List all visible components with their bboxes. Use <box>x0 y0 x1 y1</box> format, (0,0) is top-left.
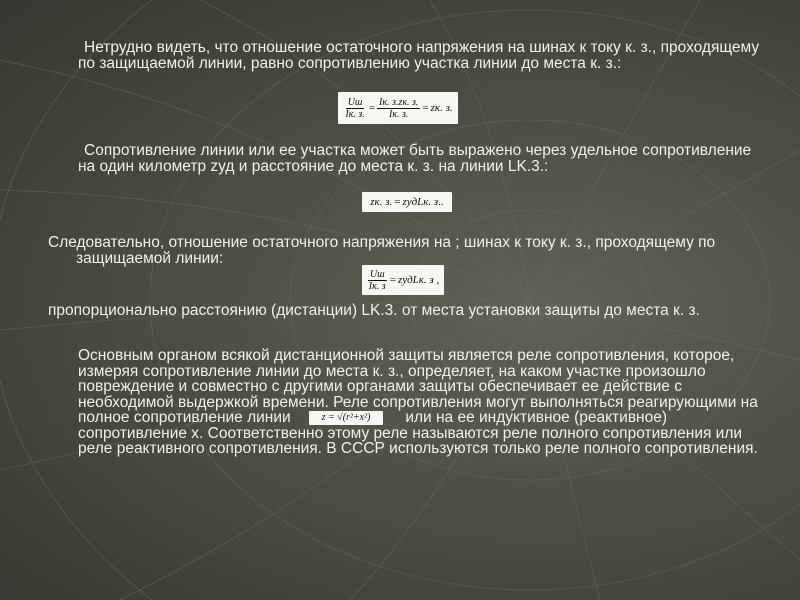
formula-fraction <box>367 269 388 292</box>
formula-result: zк. з. <box>430 102 453 114</box>
formula-lhs: zк. з. <box>370 196 393 208</box>
paragraph-3: Следовательно, отношение остаточного напряжения на ; шинах к току к. з., проходящему по защищаемой линии: <box>48 234 716 267</box>
paragraph-5-text-start: Основным органом всякой дистанционной защиты является реле сопротивления, которое, измеряя сопротивление линии до места к. з., определяет, на каком участке произошло повреждение и совместно с другими органами защиты обеспечивает ее действие с необходимой выдержкой времени. Реле сопротивления могут выполняться реагирующими на полное сопротивление линии <box>78 347 758 426</box>
formula-impedance-inline <box>309 411 383 425</box>
fraction-numerator: Uш <box>369 268 385 280</box>
fraction-numerator: Iк. з.zк. з. <box>379 96 419 108</box>
fraction-denominator: Iк. з. <box>389 108 409 120</box>
fraction-denominator: Iк. з. <box>345 108 365 120</box>
formula-zkz-zud <box>362 192 452 212</box>
equals-sign: = <box>368 102 376 114</box>
paragraph-5-text-end: или на ее индуктивное (реактивное) сопротивление x. Соответственно этому реле называются реле полного сопротивления или реле реактивного сопротивления. В СССР используются только реле полного сопротивления. <box>78 409 758 457</box>
equals-sign: = <box>422 102 429 114</box>
paragraph-2: Сопротивление линии или ее участка может быть выражено через удельное сопротивление на один километр zуд и расстояние до места к. з. на линии LK.3.: <box>78 142 752 175</box>
formula-expression: z = √(r²+x²) <box>321 412 371 424</box>
paragraph-5 <box>78 348 768 457</box>
formula-ratio-distance <box>362 265 444 295</box>
formula-zkz <box>338 92 458 124</box>
formula-fraction <box>343 97 366 120</box>
formula-fraction <box>377 97 420 120</box>
paragraph-4: пропорционально расстоянию (дистанции) LK.3. от места установки защиты до места к. з. <box>48 302 700 319</box>
fraction-denominator: Iк. з <box>368 280 386 292</box>
formula-rhs: zудLк. з , <box>397 274 440 286</box>
equals-sign: = <box>394 196 401 208</box>
equals-sign: = <box>389 274 396 286</box>
formula-rhs: zудLк. з.. <box>402 196 444 208</box>
paragraph-1: Нетрудно видеть, что отношение остаточного напряжения на шинах к току к. з., проходящему по защищаемой линии, равно сопротивлению участка линии до места к. з.: <box>78 39 760 72</box>
fraction-numerator: Uш <box>347 96 363 108</box>
